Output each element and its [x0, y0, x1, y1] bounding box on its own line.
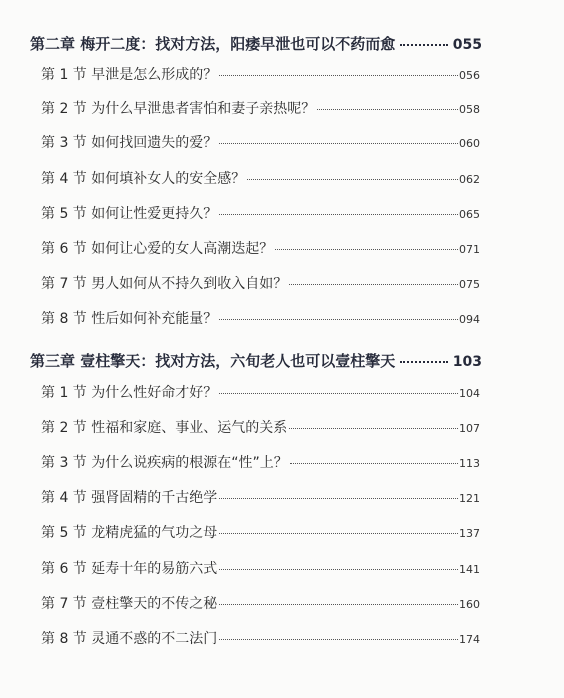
section-page-number: 060: [459, 137, 480, 150]
toc-entry[interactable]: [41, 487, 480, 507]
section-page-number: 065: [459, 208, 480, 221]
section-title: 第 5 节 龙精虎猛的气功之母: [41, 525, 218, 541]
toc-entry[interactable]: [41, 238, 480, 258]
section-title: 第 7 节 男人如何从不持久到收入自如？: [41, 276, 288, 292]
dot-leader: [219, 143, 458, 144]
section-page-number: 058: [459, 103, 480, 116]
toc-entry[interactable]: [41, 558, 480, 578]
toc-entry[interactable]: [41, 522, 480, 542]
section-title: 第 3 节 为什么说疾病的根源在“性”上？: [41, 455, 288, 471]
section-title: 第 4 节 如何填补女人的安全感？: [41, 171, 246, 187]
toc-entry[interactable]: [41, 628, 480, 648]
dot-leader: [290, 463, 458, 464]
dot-leader: [317, 109, 458, 110]
chapter-page-number: 055: [452, 37, 482, 53]
section-page-number: 104: [459, 387, 480, 400]
dot-leader: [219, 604, 458, 605]
section-title: 第 6 节 延寿十年的易筋六式: [41, 561, 218, 577]
dot-leader: [219, 75, 458, 76]
toc-entry[interactable]: [41, 203, 480, 223]
section-page-number: 174: [459, 633, 480, 646]
toc-entry[interactable]: [41, 132, 480, 152]
toc-chapter-heading[interactable]: [30, 350, 482, 371]
section-page-number: 071: [459, 243, 480, 256]
section-title: 第 7 节 壹柱擎天的不传之秘: [41, 596, 218, 612]
dot-leader: [219, 393, 458, 394]
section-title: 第 3 节 如何找回遗失的爱？: [41, 135, 218, 151]
dot-leader: [219, 498, 458, 499]
section-page-number: 056: [459, 69, 480, 82]
toc-entry[interactable]: [41, 64, 480, 84]
dot-leader: [219, 319, 458, 320]
toc-chapter-heading[interactable]: [30, 33, 482, 54]
section-title: 第 1 节 为什么性好命才好？: [41, 385, 218, 401]
section-page-number: 113: [459, 457, 480, 470]
toc-entry[interactable]: [41, 168, 480, 188]
section-title: 第 8 节 性后如何补充能量？: [41, 311, 218, 327]
dot-leader: [289, 428, 458, 429]
dot-leader: [219, 569, 458, 570]
section-page-number: 075: [459, 278, 480, 291]
section-page-number: 062: [459, 173, 480, 186]
dot-leader: [247, 179, 458, 180]
dot-leader: [400, 361, 448, 363]
chapter-title: 第二章 梅开二度：找对方法，阳痿早泄也可以不药而愈: [30, 35, 396, 53]
toc-entry[interactable]: [41, 417, 480, 437]
toc-entry[interactable]: [41, 593, 480, 613]
dot-leader: [219, 214, 458, 215]
section-page-number: 137: [459, 527, 480, 540]
chapter-page-number: 103: [452, 354, 482, 370]
dot-leader: [400, 44, 448, 46]
toc-entry[interactable]: [41, 308, 480, 328]
toc-entry[interactable]: [41, 98, 480, 118]
section-page-number: 094: [459, 313, 480, 326]
section-page-number: 160: [459, 598, 480, 611]
section-title: 第 1 节 早泄是怎么形成的？: [41, 67, 218, 83]
dot-leader: [289, 284, 458, 285]
section-title: 第 2 节 性福和家庭、事业、运气的关系: [41, 420, 288, 436]
toc-entry[interactable]: [41, 452, 480, 472]
toc-entry[interactable]: [41, 273, 480, 293]
toc-entry[interactable]: [41, 382, 480, 402]
section-title: 第 4 节 强肾固精的千古绝学: [41, 490, 218, 506]
section-page-number: 141: [459, 563, 480, 576]
section-title: 第 5 节 如何让性爱更持久？: [41, 206, 218, 222]
section-title: 第 2 节 为什么早泄患者害怕和妻子亲热呢？: [41, 101, 316, 117]
section-title: 第 8 节 灵通不惑的不二法门: [41, 631, 218, 647]
dot-leader: [219, 533, 458, 534]
chapter-title: 第三章 壹柱擎天：找对方法，六旬老人也可以壹柱擎天: [30, 352, 396, 370]
section-title: 第 6 节 如何让心爱的女人高潮迭起？: [41, 241, 274, 257]
section-page-number: 107: [459, 422, 480, 435]
dot-leader: [219, 639, 458, 640]
section-page-number: 121: [459, 492, 480, 505]
dot-leader: [275, 249, 458, 250]
